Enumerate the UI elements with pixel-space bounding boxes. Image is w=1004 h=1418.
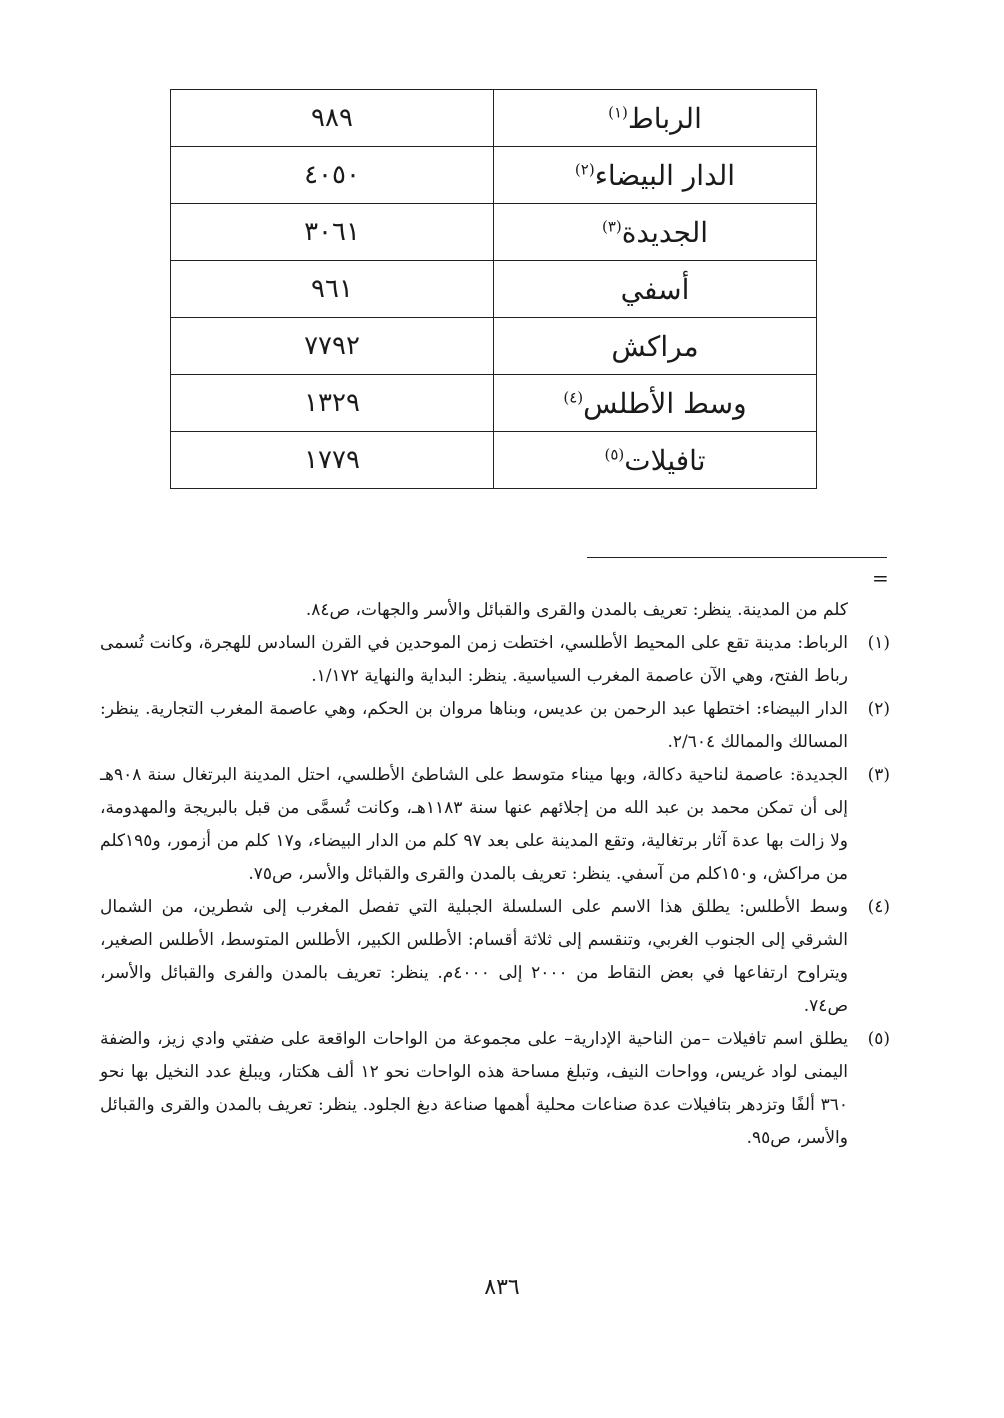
footnote-number: (٤) — [867, 897, 890, 917]
footnote-3 — [100, 759, 890, 891]
region-name-cell: مراكش — [494, 318, 817, 375]
footnotes-section — [100, 594, 890, 1155]
footnote-continued-text: كلم من المدينة. ينظر: تعريف بالمدن والقرى والقبائل والأسر والجهات، ص٨٤. — [305, 600, 848, 620]
region-value-cell: ٣٠٦١ — [171, 204, 494, 261]
footnote-ref[interactable]: (٢) — [574, 160, 595, 179]
table-row — [171, 261, 817, 318]
region-name-cell: الدار البيضاء$^{(٢)}$ — [494, 147, 817, 204]
table-row — [171, 90, 817, 147]
footnote-5 — [100, 1023, 890, 1155]
footnote-text: وسط الأطلس: يطلق هذا الاسم على السلسلة الجبلية التي تفصل المغرب إلى شطرين، من الشمال الشرقي إلى الجنوب الغربي، وتنقسم إلى ثلاثة أقسام: الأطلس الكبير، الأطلس المتوسط، الأطلس الصغير، ويتراوح ارتفاعها في بعض النقاط من ٢٠٠٠ إلى ٤٠٠٠م. ينظر: تعريف بالمدن والفرى والقبائل والأسر، ص٧٤. — [100, 897, 848, 1016]
table-row — [171, 432, 817, 489]
footnote-separator — [587, 557, 887, 558]
region-name-cell: تافيلات$^{(٥)}$ — [494, 432, 817, 489]
regions-table — [170, 89, 817, 489]
table-row — [171, 147, 817, 204]
region-value-cell: ١٧٧٩ — [171, 432, 494, 489]
footnote-number: (٥) — [867, 1029, 890, 1049]
region-value-cell: ١٣٢٩ — [171, 375, 494, 432]
footnote-text: الرباط: مدينة تقع على المحيط الأطلسي، اختطت زمن الموحدين في القرن السادس للهجرة، وكانت تُسمى رباط الفتح، وهي الآن عاصمة المغرب السياسية. ينظر: البداية والنهاية ١/١٧٢. — [100, 633, 848, 686]
table-row — [171, 375, 817, 432]
footnote-1 — [100, 627, 890, 693]
footnote-4 — [100, 891, 890, 1023]
footnote-number: (١) — [867, 633, 890, 653]
footnote-number: (٢) — [867, 699, 890, 719]
region-value-cell: ٩٨٩ — [171, 90, 494, 147]
footnote-ref[interactable]: (١) — [608, 103, 628, 122]
page-number: ٨٣٦ — [484, 1275, 520, 1300]
region-value-cell: ٧٧٩٢ — [171, 318, 494, 375]
footnote-continuation-mark: = — [872, 566, 889, 590]
table-row — [171, 204, 817, 261]
region-value-cell: ٩٦١ — [171, 261, 494, 318]
footnote-2 — [100, 693, 890, 759]
footnote-text: الجديدة: عاصمة لناحية دكالة، وبها ميناء متوسط على الشاطئ الأطلسي، احتل المدينة البرتغال سنة ٩٠٨هـ إلى أن تمكن محمد بن عبد الله من إجلائهم عنها سنة ١١٨٣هـ، وكانت تُسمَّى من قبل بالبريجة والمهدومة، ولا زالت بها عدة آثار برتغالية، وتقع المدينة على بعد ٩٧ كلم من الدار البيضاء، و١٧ كلم من أزمور، و١٩٥كلم من مراكش، و١٥٠كلم من آسفي. ينظر: تعريف بالمدن والقرى والقبائل والأسر، ص٧٥. — [100, 765, 848, 884]
footnote-number: (٣) — [867, 765, 890, 785]
region-name-cell: وسط الأطلس$^{(٤)}$ — [494, 375, 817, 432]
table-row — [171, 318, 817, 375]
footnote-ref[interactable]: (٥) — [604, 445, 625, 464]
footnote-ref[interactable]: (٤) — [563, 388, 584, 407]
region-value-cell: ٤٠٥٠ — [171, 147, 494, 204]
footnote-text: يطلق اسم تافيلات –من الناحية الإدارية– على مجموعة من الواحات الواقعة على ضفتي وادي زيز، والضفة اليمنى لواد غريس، وواحات النيف، وتبلغ مساحة هذه الواحات نحو ١٢ ألف هكتار، ويبلغ عدد النخيل بها نحو ٣٦٠ ألفًا وتزدهر بتافيلات عدة صناعات محلية أهمها صناعة دبغ الجلود. ينظر: تعريف بالمدن والقرى والقبائل والأسر، ص٩٥. — [100, 1029, 848, 1148]
region-name-cell: أسفي — [494, 261, 817, 318]
footnote-text: الدار البيضاء: اختطها عبد الرحمن بن عديس، وبناها مروان بن الحكم، وهي عاصمة المغرب التجارية. ينظر: المسالك والممالك ٢/٦٠٤. — [100, 699, 848, 752]
footnote-ref[interactable]: (٣) — [601, 217, 622, 236]
region-name-cell: الجديدة$^{(٣)}$ — [494, 204, 817, 261]
region-name-cell: الرباط$^{(١)}$ — [494, 90, 817, 147]
